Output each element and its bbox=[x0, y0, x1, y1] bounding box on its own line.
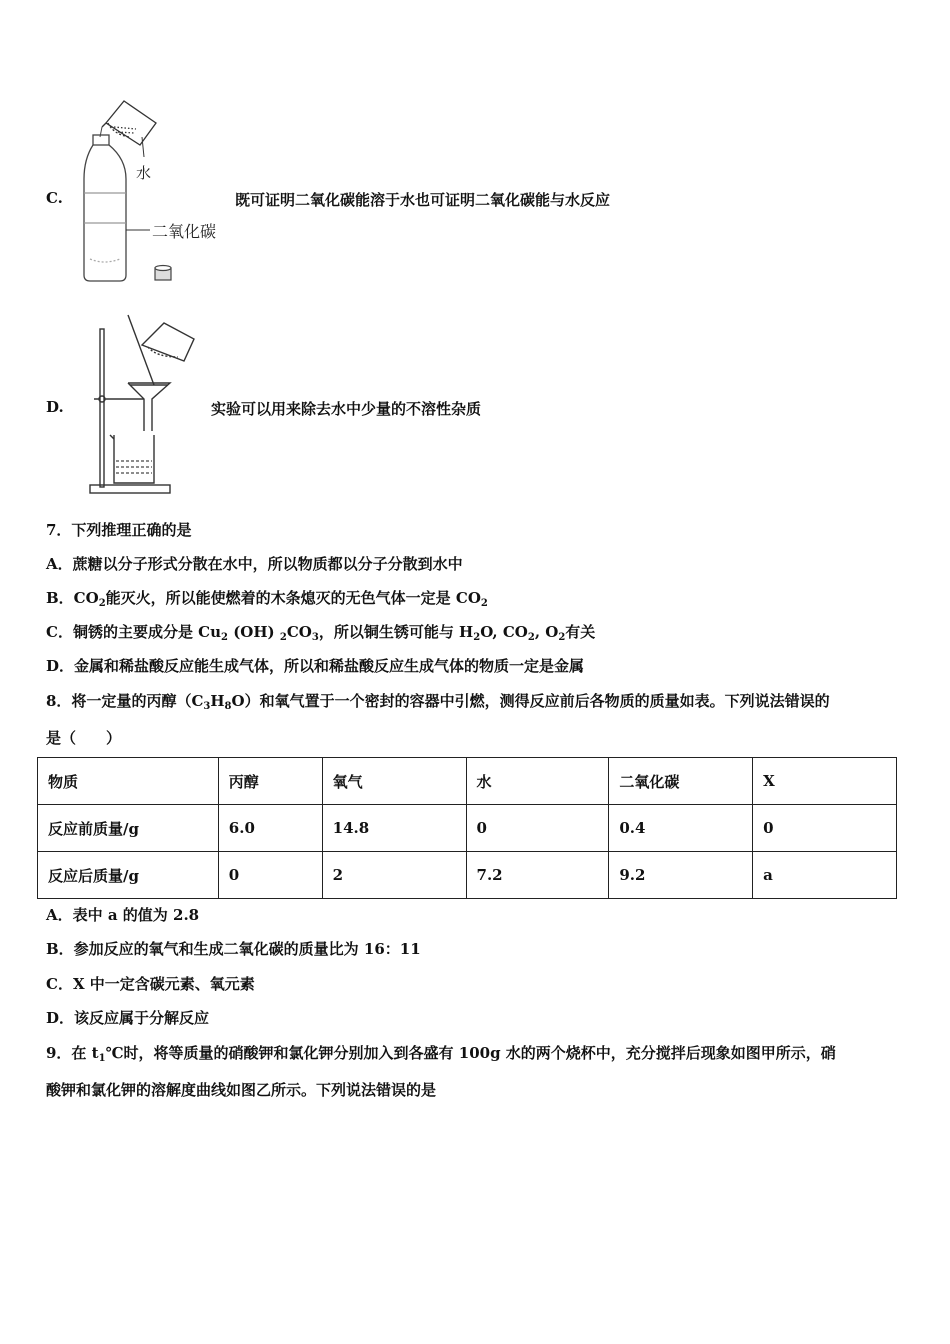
q8-option-d: D．该反应属于分解反应 bbox=[46, 1009, 210, 1027]
table-cell: 反应前质量/g bbox=[38, 805, 219, 852]
table-cell: 0.4 bbox=[609, 805, 753, 852]
q9-stem-line2: 酸钾和氯化钾的溶解度曲线如图乙所示。下列说法错误的是 bbox=[46, 1081, 437, 1099]
table-header-row bbox=[38, 758, 897, 805]
table-header-cell: 氧气 bbox=[322, 758, 466, 805]
q8-stem-line1: 8．将一定量的丙醇$(C_3H_8O)$和氧气置于一个密封的容器中引燃，测得反应前后各物质的质量如表。下列说法错误的 bbox=[46, 692, 830, 712]
table-header-cell: X bbox=[753, 758, 897, 805]
water-label: 水 bbox=[136, 164, 152, 182]
table-cell: 2 bbox=[322, 852, 466, 899]
mass-table bbox=[37, 757, 897, 899]
table-row bbox=[38, 805, 897, 852]
q7-option-b: B．$CO_2$能灭火，所以能使燃着的木条熄灭的无色气体一定是 $CO_2$ bbox=[46, 589, 488, 609]
option-c-text: 既可证明二氧化碳能溶于水也可证明二氧化碳能与水反应 bbox=[235, 191, 611, 209]
filtration-apparatus-icon bbox=[90, 315, 194, 493]
option-d-letter: D. bbox=[46, 398, 64, 416]
pouring-beaker-icon bbox=[102, 101, 156, 145]
option-d-text: 实验可以用来除去水中少量的不溶性杂质 bbox=[211, 400, 482, 418]
table-cell: 反应后质量/g bbox=[38, 852, 219, 899]
table-cell: 0 bbox=[218, 852, 322, 899]
table-row bbox=[38, 852, 897, 899]
table-header-cell: 二氧化碳 bbox=[609, 758, 753, 805]
table-cell: 7.2 bbox=[466, 852, 609, 899]
option-d-figure bbox=[86, 313, 201, 498]
table-cell: 9.2 bbox=[609, 852, 753, 899]
option-c-letter: C. bbox=[46, 189, 63, 207]
q8-option-c: C．X 中一定含碳元素、氧元素 bbox=[46, 975, 255, 993]
table-header-cell: 物质 bbox=[38, 758, 219, 805]
co2-label: 二氧化碳 bbox=[152, 222, 217, 241]
q8-stem-line2: 是（ ） bbox=[46, 729, 122, 747]
table-cell: 0 bbox=[466, 805, 609, 852]
table-header-cell: 丙醇 bbox=[218, 758, 322, 805]
q7-option-c: C．铜锈的主要成分是 $Cu_2$ (OH) $_2CO_3$，所以铜生锈可能与 $H_2O$, $CO_2$, $O_2$有关 bbox=[46, 623, 596, 643]
q7-stem: 7．下列推理正确的是 bbox=[46, 521, 192, 539]
table-cell: 6.0 bbox=[218, 805, 322, 852]
plastic-bottle-icon bbox=[84, 135, 126, 281]
option-c-figure bbox=[78, 97, 238, 287]
q8-option-a: A．表中 a 的值为 2.8 bbox=[46, 906, 200, 924]
q7-option-d: D．金属和稀盐酸反应能生成气体，所以和稀盐酸反应生成气体的物质一定是金属 bbox=[46, 657, 585, 675]
table-cell: 0 bbox=[753, 805, 897, 852]
table-cell: 14.8 bbox=[322, 805, 466, 852]
table-header-cell: 水 bbox=[466, 758, 609, 805]
q8-option-b: B．参加反应的氧气和生成二氧化碳的质量比为 16：11 bbox=[46, 940, 421, 958]
q7-option-a: A．蔗糖以分子形式分散在水中，所以物质都以分子分散到水中 bbox=[46, 555, 463, 573]
table-cell: a bbox=[753, 852, 897, 899]
q9-stem-line1: 9．在 $t_1℃$时，将等质量的硝酸钾和氯化钾分别加入到各盛有 100g 水的两个烧杯中，充分搅拌后现象如图甲所示，硝 bbox=[46, 1044, 836, 1064]
bottle-cap-icon bbox=[155, 266, 171, 281]
